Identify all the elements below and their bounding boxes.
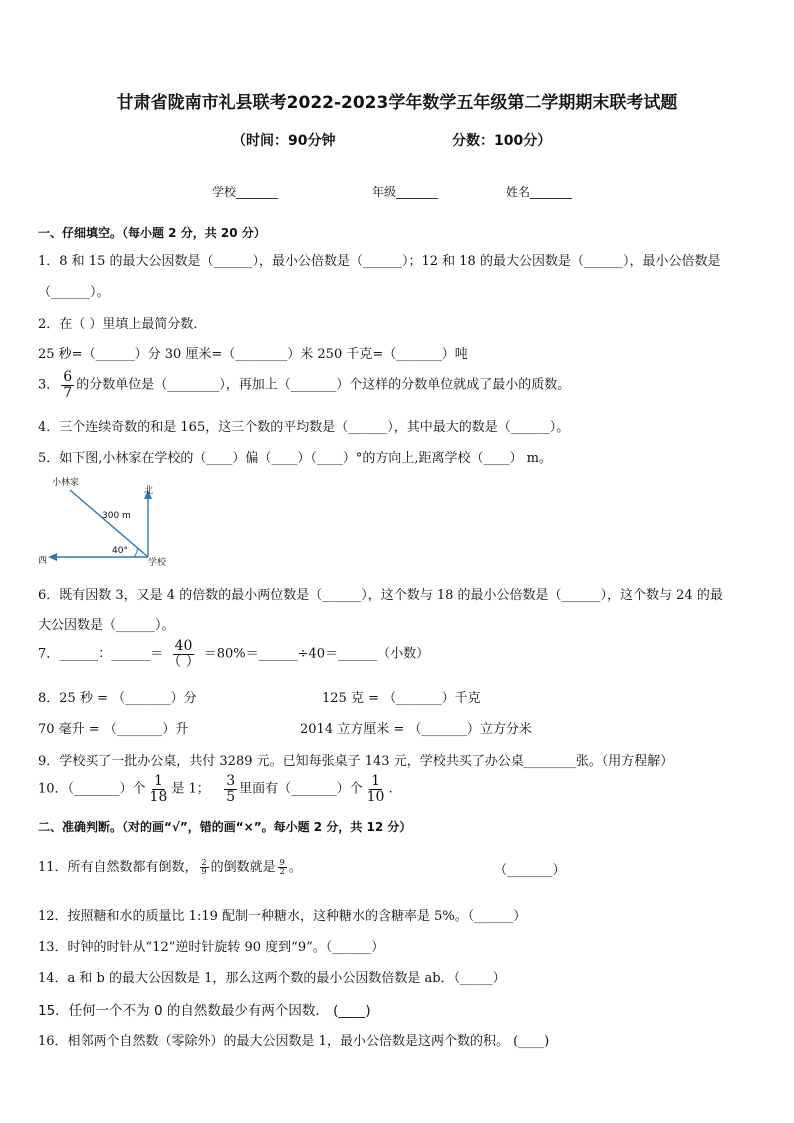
fraction-six-sevenths <box>61 370 74 400</box>
path-to-home-line <box>70 490 148 557</box>
question-2-line-1: 2．在（ ）里填上最简分数． <box>38 317 207 332</box>
direction-diagram <box>30 472 190 572</box>
question-10-start: 10．（_______）个 <box>38 781 146 797</box>
fraction-numerator: 6 <box>63 369 73 385</box>
question-15: 15．任何一个不为 0 的自然数最少有两个因数． (____) <box>38 1003 371 1019</box>
school-label: 学校 <box>148 558 167 568</box>
question-4: 4．三个连续奇数的和是 165，这三个数的平均数是（______），其中最大的数是（______）。 <box>38 420 570 435</box>
question-3 <box>38 370 570 400</box>
angle-arc <box>134 548 137 557</box>
question-11-end: 。 <box>288 860 302 875</box>
question-10-end: . <box>388 781 393 797</box>
question-8-part-3: 70 毫升 = （_______）升 <box>38 722 189 737</box>
question-10-mid-2: 里面有（_______）个 <box>239 781 363 797</box>
question-8-part-4: 2014 立方厘米 = （_______）立方分米 <box>300 722 532 737</box>
question-9: 9．学校买了一批办公桌，共付 3289 元。已知每张桌子 143 元，学校共买了办公桌________张。（用方程解） <box>38 754 674 769</box>
question-1-line-2: （______）。 <box>38 285 110 300</box>
question-5: 5．如下图,小林家在学校的（____）偏（____）（____）°的方向上,距离学校（____） m。 <box>38 451 552 466</box>
question-13: 13．时钟的时针从“12”逆时针旋转 90 度到“9”。（______） <box>38 940 385 955</box>
question-12: 12．按照糖和水的质量比 1:19 配制一种糖水，这种糖水的含糖率是 5%。（______） <box>38 909 527 924</box>
west-label: 西 <box>38 556 48 566</box>
fraction-numerator: 9 <box>279 857 285 867</box>
question-1-line-1: 1．8 和 15 的最大公因数是（______），最小公倍数是（______）；12 和 18 的最大公因数是（______），最小公倍数是 <box>38 254 721 269</box>
school-field: 学校_______ <box>212 185 279 199</box>
angle-label: 40° <box>112 546 128 556</box>
fraction-numerator: 1 <box>154 773 163 789</box>
question-2-line-2: 25 秒=（______）分 30 厘米=（________）米 250 千克=（_______）吨 <box>38 347 468 362</box>
fraction-denominator: 10 <box>366 788 385 805</box>
question-6-line-1: 6．既有因数 3，又是 4 的倍数的最小两位数是（______），这个数与 18 的最小公倍数是（______），这个数与 24 的最 <box>38 588 723 603</box>
question-3-text: 的分数单位是（________），再加上（_______）个这样的分数单位就成了最小的质数。 <box>76 377 571 393</box>
fraction-denominator: 5 <box>226 788 236 805</box>
grade-field: 年级_______ <box>372 185 439 199</box>
section-1-heading: 一、仔细填空。（每小题 2 分，共 20 分） <box>38 226 266 240</box>
question-10-mid-1: 是 1； <box>171 781 210 797</box>
fraction-numerator: 2 <box>201 857 207 867</box>
question-7-end: ＝80%＝______÷40＝______（小数） <box>203 646 430 662</box>
question-7-start: 7．______：______＝ <box>38 646 164 662</box>
question-8-part-2: 125 克 = （_______）千克 <box>322 691 481 706</box>
question-10 <box>38 774 393 804</box>
fraction-one-tenth <box>365 774 387 804</box>
fraction-denominator: 7 <box>63 384 73 401</box>
north-label: 北 <box>144 486 154 496</box>
fraction-numerator: 3 <box>226 773 236 789</box>
fraction-forty-over-blank <box>165 639 201 669</box>
west-arrow-head <box>48 553 57 561</box>
home-label: 小林家 <box>52 478 80 488</box>
fraction-numerator: 1 <box>371 773 380 789</box>
fraction-denominator: 2 <box>279 867 285 876</box>
question-11-start: 11．所有自然数都有倒数， <box>38 860 198 875</box>
page-title: 甘肃省陇南市礼县联考2022-2023学年数学五年级第二学期期末联考试题 <box>116 93 678 113</box>
fraction-denominator: （ ） <box>167 653 200 670</box>
section-2-heading: 二、准确判断。（对的画“√”，错的画“×”。每小题 2 分，共 12 分） <box>38 820 412 834</box>
exam-time: （时间：90分钟 <box>232 133 336 149</box>
question-6-line-2: 大公因数是（______）。 <box>38 618 175 633</box>
question-11 <box>38 856 302 876</box>
question-3-number: 3． <box>38 377 60 393</box>
question-16: 16．相邻两个自然数（零除外）的最大公因数是 1，最小公倍数是这两个数的积。 (____) <box>38 1034 550 1049</box>
fraction-denominator: 9 <box>201 867 207 876</box>
name-field: 姓名_______ <box>506 185 573 199</box>
question-8-part-1: 8．25 秒 = （_______）分 <box>38 691 197 706</box>
question-7 <box>38 639 429 669</box>
question-11-mid: 的倒数就是 <box>210 860 276 875</box>
fraction-nine-halves <box>278 859 287 877</box>
question-14: 14．a 和 b 的最大公因数是 1，那么这两个数的最小公因数倍数是 ab．（_____） <box>38 971 506 986</box>
exam-score: 分数：100分） <box>452 133 552 149</box>
fraction-numerator: 40 <box>174 638 193 654</box>
fraction-three-fifths <box>224 774 237 804</box>
fraction-two-ninths <box>200 859 209 877</box>
distance-label: 300 m <box>102 511 131 521</box>
fraction-denominator: 18 <box>149 788 168 805</box>
fraction-one-eighteenth <box>148 774 170 804</box>
question-11-answer-blank: （_______） <box>494 863 566 878</box>
